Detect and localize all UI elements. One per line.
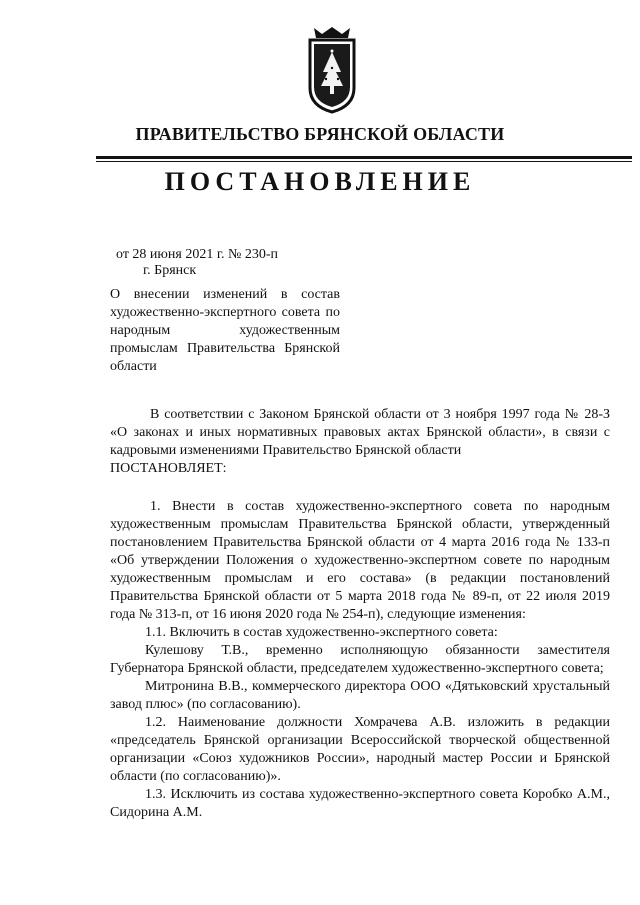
government-title: ПРАВИТЕЛЬСТВО БРЯНСКОЙ ОБЛАСТИ xyxy=(135,124,505,144)
city: г. Брянск xyxy=(143,263,197,278)
member-mitronin: Митронина В.В., коммерческого директора ООО «Дятьковский хрустальный завод плюс» (по согласованию). xyxy=(110,679,610,712)
resolves-line: ПОСТАНОВЛЯЕТ: xyxy=(110,461,227,476)
coat-of-arms-emblem xyxy=(306,24,358,114)
clause-1-3: 1.3. Исключить из состава художественно-экспертного совета Коробко А.М., Сидорина А.М. xyxy=(110,787,610,820)
document-type-title: ПОСТАНОВЛЕНИЕ xyxy=(164,167,476,196)
clause-1-1: 1.1. Включить в состав художественно-экспертного совета: xyxy=(145,625,498,640)
date-number: от 28 июня 2021 г. № 230-п xyxy=(116,247,278,262)
preamble: В соответствии с Законом Брянской области от 3 ноября 1997 года № 28-З «О законах и иных нормативных правовых актах Брянской области», в связи с кадровыми изменениями Правительство Брянской области xyxy=(110,407,610,458)
document-subject: О внесении изменений в состав художественно-экспертного совета по народным художественным промыслам Правительства Брянской области xyxy=(110,287,340,374)
member-kuleshova: Кулешову Т.В., временно исполняющую обязанности заместителя Губернатора Брянской области, председателем художественно-экспертного совета; xyxy=(110,643,610,676)
header-rule-thin xyxy=(96,161,632,162)
header-rule-thick xyxy=(96,156,632,159)
clause-1-2: 1.2. Наименование должности Хомрачева А.В. изложить в редакции «председатель Брянской организации Всероссийской творческой общественной организации «Союз художников России», народный мастер России и Брянской области (по согласованию)». xyxy=(110,715,610,784)
document-body xyxy=(110,406,610,822)
clause-1: 1. Внести в состав художественно-экспертного совета по народным художественным промыслам Правительства Брянской области, утвержденный постановлением Правительства Брянской области от 4 марта 2016 года № 133-п «Об утверждении Положения о художественно-экспертном совете по народным художественным промыслам и его состава» (в редакции постановлений Правительства Брянской области от 5 марта 2018 года № 89-п, от 22 июля 2019 года № 313-п, от 16 июня 2020 года № 254-п), следующие изменения: xyxy=(110,499,610,622)
